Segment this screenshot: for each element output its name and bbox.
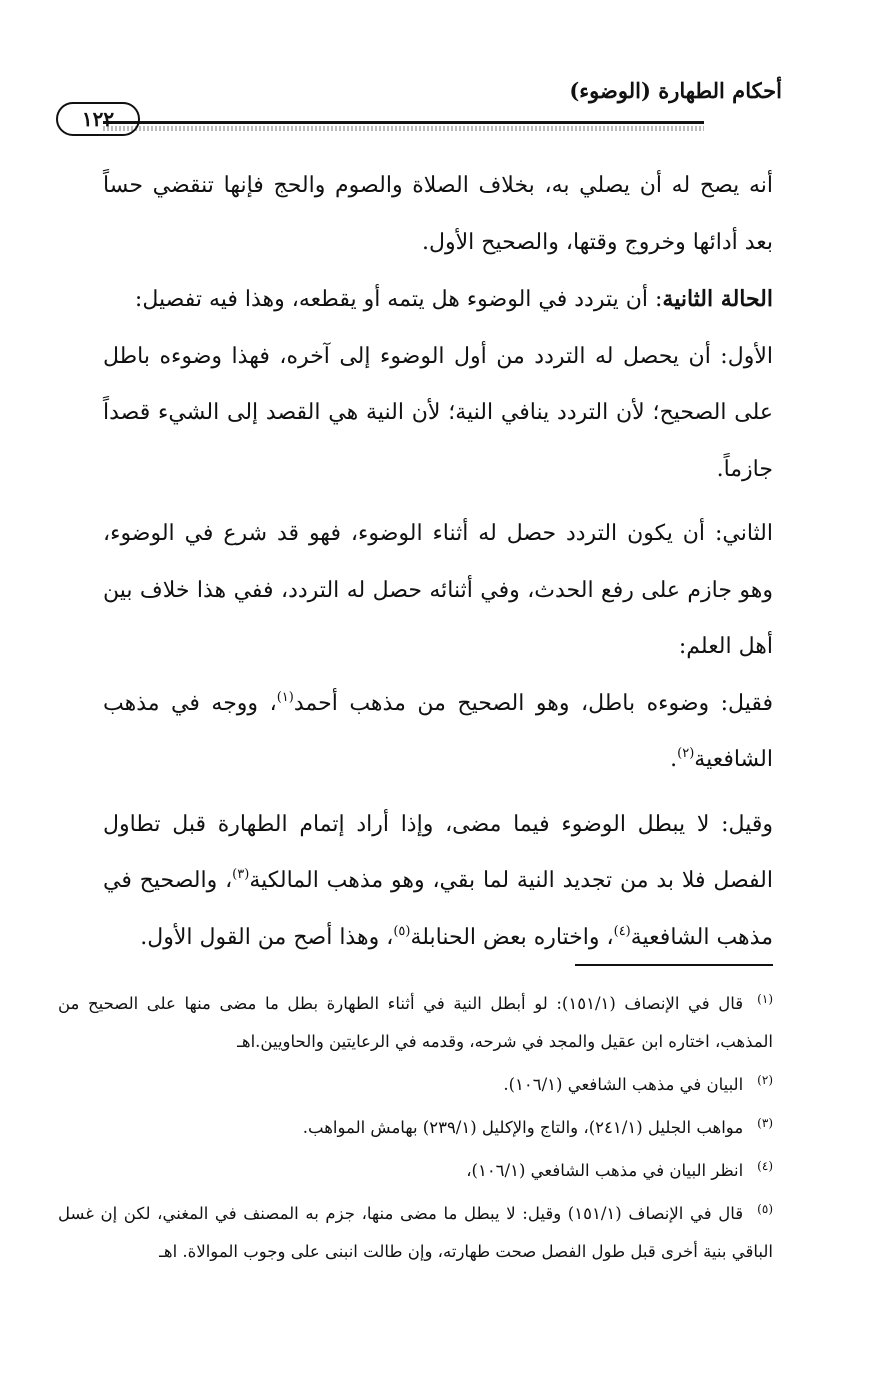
paragraph-6-text-b: ، والصحيح في مذهب الشافعية	[103, 868, 773, 950]
header-rule	[103, 121, 704, 124]
running-title: أحكام الطهارة (الوضوء)	[569, 78, 782, 103]
footnote-ref-1[interactable]: (١)	[276, 689, 294, 705]
footnote-separator	[575, 964, 773, 966]
page-number-ornament	[40, 102, 176, 138]
footnote-ref-3[interactable]: (٣)	[232, 867, 250, 882]
paragraph-4: الثاني: أن يكون التردد حصل له أثناء الوضوء، فهو قد شرع في الوضوء، وهو جازم على رفع الحدث، وفي أثنائه حصل له التردد، ففي هذا خلاف بين أهل العلم:	[103, 521, 773, 659]
paragraph-6-text-c: ، واختاره بعض الحنابلة	[410, 924, 614, 950]
paragraph-1: أنه يصح له أن يصلي به، بخلاف الصلاة والصوم والحج فإنها تنقضي حساً بعد أدائها وخروج وقتها، والصحيح الأول.	[103, 173, 773, 255]
page-header	[0, 70, 879, 140]
footnote-4	[58, 1147, 773, 1190]
footnote-number-1: (١)	[757, 992, 773, 1006]
paragraph-5-text-a: فقيل: وضوءه باطل، وهو الصحيح من مذهب أحمد	[293, 690, 773, 716]
paragraph-6	[103, 797, 773, 967]
footnote-text-2: البيان في مذهب الشافعي (١٠٦/١).	[503, 1075, 744, 1094]
paragraph-2-text: : أن يتردد في الوضوء هل يتمه أو يقطعه، وهذا فيه تفصيل:	[134, 287, 663, 312]
paragraph-5-text-b: ، ووجه في مذهب الشافعية	[103, 690, 773, 772]
paragraph-5	[103, 676, 773, 789]
page-number: ١٢٢	[56, 102, 140, 136]
case-label: الحالة الثانية	[662, 286, 773, 312]
paragraph-5-text-c: .	[670, 747, 678, 772]
header-rule-shade	[103, 126, 704, 131]
footnote-3	[58, 1104, 773, 1147]
footnote-5	[58, 1190, 773, 1271]
footnote-text-4: انظر البيان في مذهب الشافعي (١٠٦/١)،	[466, 1161, 744, 1180]
paragraph-3: الأول: أن يحصل له التردد من أول الوضوء إلى آخره، فهذا وضوءه باطل على الصحيح؛ لأن التردد ينافي النية؛ لأن النية هي القصد إلى الشيء قصداً جازماً.	[103, 343, 773, 482]
footnote-ref-5[interactable]: (٥)	[393, 923, 411, 939]
footnote-1	[58, 980, 773, 1061]
footnote-number-3: (٣)	[757, 1116, 773, 1130]
footnotes	[58, 980, 773, 1271]
footnote-text-3: مواهب الجليل (٢٤١/١)، والتاج والإكليل (٢٣٩/١) بهامش المواهب.	[302, 1118, 744, 1137]
footnote-ref-4[interactable]: (٤)	[613, 923, 631, 939]
main-text	[103, 158, 773, 966]
paragraph-6-text-d: ، وهذا أصح من القول الأول.	[140, 924, 394, 950]
footnote-2	[58, 1061, 773, 1104]
paragraph-2	[103, 271, 773, 329]
footnote-number-4: (٤)	[757, 1159, 773, 1173]
page-number-rule	[140, 121, 176, 124]
footnote-ref-2[interactable]: (٢)	[677, 746, 695, 761]
footnote-text-1: قال في الإنصاف (١٥١/١): لو أبطل النية في أثناء الطهارة بطل ما مضى منها على الصحيح من المذهب، اختاره ابن عقيل والمجد في شرحه، وقدمه في الرعايتين والحاويين.اهـ	[58, 994, 773, 1051]
footnote-text-5: قال في الإنصاف (١٥١/١) وقيل: لا يبطل ما مضى منها، جزم به المصنف في المغني، لكن إن غسل الباقي بنية أخرى قبل طول الفصل صحت طهارته، وإن طالت انبنى على وجوب الموالاة. اهـ	[58, 1204, 773, 1261]
footnote-number-2: (٢)	[757, 1073, 773, 1087]
paragraph-6-text-a: وقيل: لا يبطل الوضوء فيما مضى، وإذا أراد إتمام الطهارة قبل تطاول الفصل فلا بد من تجديد النية لما بقي، وهو مذهب المالكية	[103, 811, 774, 893]
footnote-number-5: (٥)	[757, 1202, 773, 1216]
